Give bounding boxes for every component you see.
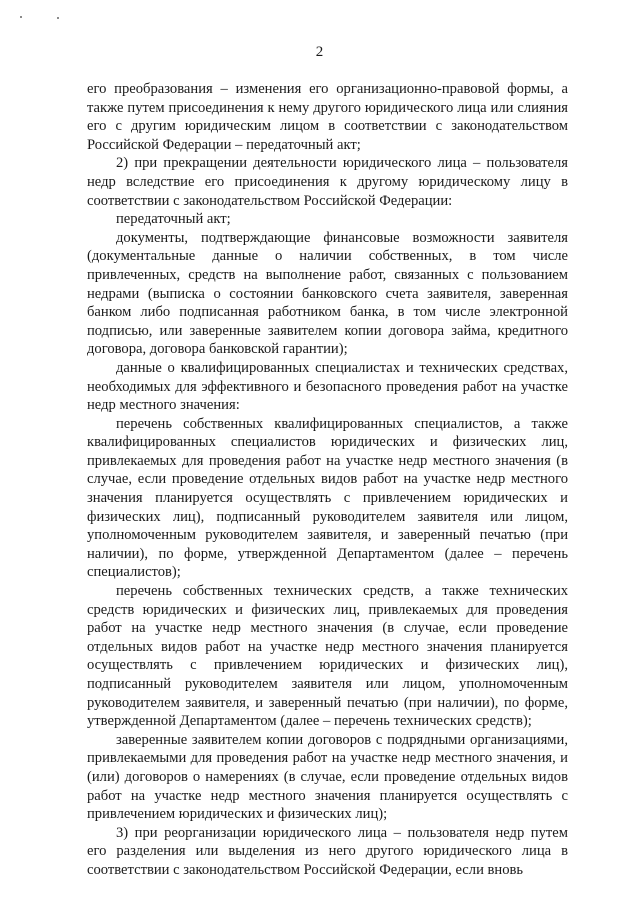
paragraph-technical-means-list: перечень собственных технических средств, а также технических средств юридических и физических лиц, привлекаемых для проведения работ на участке недр местного значения (в случае, если проведение отдельных видов работ на участке недр местного значения планируется осуществлять с привлечением юридических и физических лиц), подписанный руководителем заявителя или лицом, уполномоченным руководителем заявителя, и заверенный печатью (при наличии), по форме, утвержденной Департаментом (далее – перечень технических средств); bbox=[87, 583, 568, 730]
scan-speck bbox=[57, 17, 59, 19]
paragraph-specialists-list: перечень собственных квалифицированных специалистов, а также квалифицированных специалистов юридических и физических лиц, привлекаемых для проведения работ на участке недр местного значения (в случае, если проведение отдельных видов работ на участке недр местного значения планируется осуществлять с привлечением юридических и физических лиц), подписанный руководителем заявителя или лицом, уполномоченным руководителем заявителя, и заверенный печатью (при наличии), по форме, утвержденной Департаментом (далее – перечень специалистов); bbox=[87, 415, 568, 581]
paragraph-financial-documents: документы, подтверждающие финансовые возможности заявителя (документальные данные о наличии собственных, в том числе привлеченных, средств на выполнение работ, связанных с пользованием недрами (выписка о состоянии банковского счета заявителя, заверенная банком либо подписанная работником банка, в том числе электронной подписью, или заверенные заявителем копии договора займа, кредитного договора, договора банковской гарантии); bbox=[87, 229, 568, 358]
paragraph-item-2: 2) при прекращении деятельности юридического лица – пользователя недр вследствие его присоединения к другому юридическому лицу в соответствии с законодательством Российской Федерации: bbox=[87, 155, 568, 209]
paragraph-item-3: 3) при реорганизации юридического лица – пользователя недр путем его разделения или выделения из него другого юридического лица в соответствии с законодательством Российской Федерации, если вновь bbox=[87, 824, 568, 878]
document-body bbox=[87, 80, 568, 880]
scan-speck bbox=[20, 16, 22, 18]
paragraph-transfer-act: передаточный акт; bbox=[116, 211, 231, 228]
page-number: 2 bbox=[315, 44, 324, 60]
paragraph-specialists-data: данные о квалифицированных специалистах и технических средствах, необходимых для эффективного и безопасного проведения работ на участке недр местного значения: bbox=[87, 359, 568, 414]
paragraph-continuation: его преобразования – изменения его организационно-правовой формы, а также путем присоединения к нему другого юридического лица или слияния его с другим юридическим лицом в соответствии с законодательством Российской Федерации – передаточный акт; bbox=[87, 81, 568, 153]
paragraph-contracts-copies: заверенные заявителем копии договоров с подрядными организациями, привлекаемыми для проведения работ на участке недр местного значения, и (или) договоров о намерениях (в случае, если проведение отдельных видов работ на участке недр местного значения планируется осуществлять с привлечением юридических и физических лиц); bbox=[87, 731, 568, 823]
